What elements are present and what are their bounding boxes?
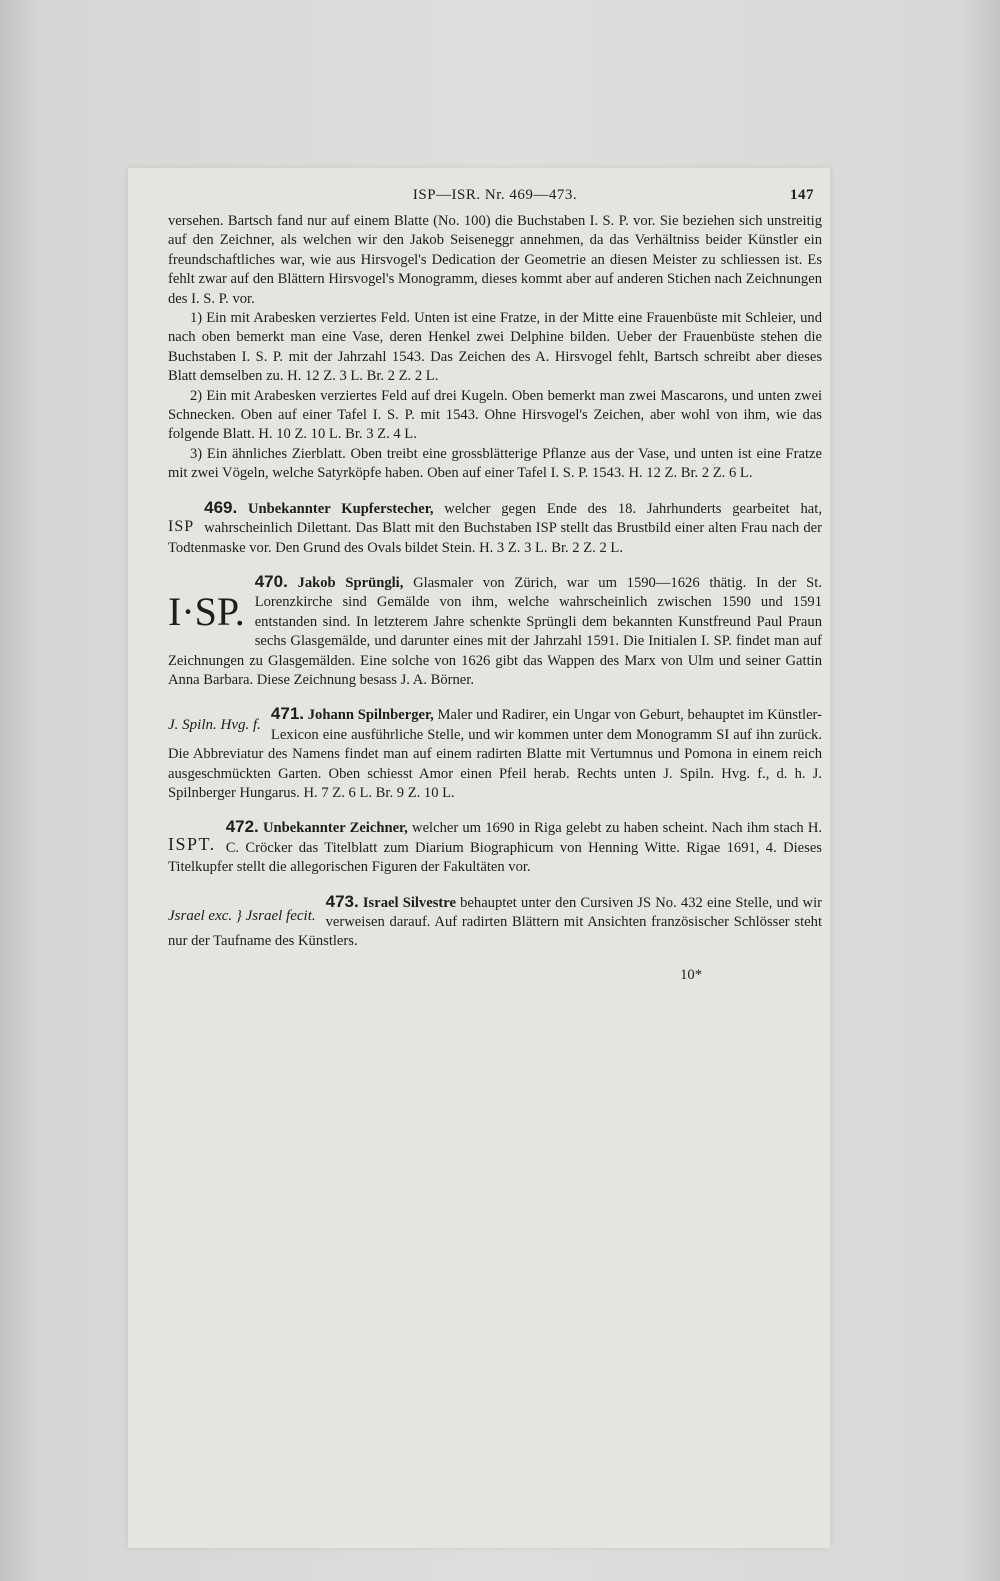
entry-number: 473. (325, 891, 359, 911)
entry-470 (168, 572, 822, 690)
entry-text: behauptet unter den Cursiven JS No. 432 eine Stelle, und wir verweisen darauf. Auf radirten Blättern mit Ansichten französischer Schlösser steht nur der Taufname des Künstlers. (168, 894, 822, 950)
page-text (168, 186, 822, 985)
entry-473 (168, 892, 822, 952)
entry-text: Glasmaler von Zürich, war um 1590—1626 thätig. In der St. Lorenzkirche sind Gemälde von ihm, welche wahrscheinlich zwischen 1590 und 1591 entstanden sind. In letzterem Jahre schenkte Sprüngli dem bekannten Kunstfreund Paul Praun sechs Glasgemälde, und darunter eines mit der Jahrzahl 1591. Die Initialen I. SP. findet man auf Zeichnungen zu Glasgemälden. Eine solche von 1626 gibt das Wappen des Marx von Ulm und seiner Gattin Anna Barbara. Diese Zeichnung besass J. A. Börner. (168, 574, 822, 688)
entry-heading: Johann Spilnberger, (307, 707, 434, 724)
entry-472 (168, 817, 822, 877)
entry-heading: Jakob Sprüngli, (297, 574, 404, 591)
entry-heading: Unbekannter Kupferstecher, (248, 500, 434, 517)
monogram-mark: I·SP. (168, 588, 245, 634)
intro-paragraph-1: versehen. Bartsch fand nur auf einem Blatte (No. 100) die Buchstaben I. S. P. vor. Sie beziehen sich unstreitig auf den Zeichner, als welchen wir den Jakob Seiseneggr annehmen, da das Verhältniss beider Künstler ein freundschaftliches war, wie aus Hirsvogel's Dedication der Geometrie an diesen Meister zu schliessen ist. Es fehlt zwar auf den Blättern Hirsvogel's Monogramm, dieses kommt aber auf anderen Stichen nach Zeichnungen des I. S. P. vor. (168, 213, 822, 307)
intro-paragraph-2: 1) Ein mit Arabesken verziertes Feld. Unten ist eine Fratze, in der Mitte eine Frauenbüste mit Schleier, und nach oben bemerkt man eine Vase, deren Henkel zwei Delphine bilden. Ueber der Frauenbüste stehen die Buchstaben I. S. P. mit der Jahrzahl 1543. Das Zeichen des A. Hirsvogel fehlt, Bartsch schreibt aber dieses Blatt demselben zu. H. 12 Z. 3 L. Br. 2 Z. 2 L. (168, 310, 822, 385)
entry-471 (168, 704, 822, 803)
monogram-mark: Jsrael exc. } Jsrael fecit. (168, 907, 316, 924)
entry-text: welcher gegen Ende des 18. Jahrhunderts gearbeitet hat, wahrscheinlich Dilettant. Das Blatt mit den Buchstaben ISP stellt das Brustbild einer alten Frau nach der Todtenmaske vor. Den Grund des Ovals bildet Stein. H. 3 Z. 3 L. Br. 2 Z. 2 L. (168, 500, 822, 556)
entry-number: 470. (254, 571, 288, 591)
monogram-mark: J. Spiln. Hvg. f. (168, 717, 261, 734)
intro-paragraph-3: 2) Ein mit Arabesken verziertes Feld auf drei Kugeln. Oben bemerkt man zwei Mascarons, und unten zwei Schnecken. Oben auf einer Tafel I. S. P. mit 1543. Ohne Hirsvogel's Zeichen, aber wohl von ihm, wie das folgende Blatt. H. 10 Z. 10 L. Br. 3 Z. 4 L. (168, 387, 822, 443)
running-header (168, 186, 822, 212)
monogram-mark: ISPT. (168, 834, 216, 855)
entry-469 (168, 498, 822, 558)
entry-number: 472. (225, 817, 259, 837)
signature-mark: 10* (680, 966, 702, 983)
entry-text: welcher um 1690 in Riga gelebt zu haben scheint. Nach ihm stach H. C. Cröcker das Titelblatt zum Diarium Biographicum von Henning Witte. Rigae 1691, 4. Dieses Titelkupfer stellt die allegorischen Figuren der Fakultäten vor. (168, 820, 823, 876)
monogram-mark: ISP (168, 517, 195, 535)
intro-paragraph-4: 3) Ein ähnliches Zierblatt. Oben treibt eine grossblätterige Pflanze aus der Vase, und unten ist eine Fratze mit zwei Vögeln, welche Satyrköpfe haben. Oben auf einer Tafel I. S. P. 1543. H. 12 Z. Br. 2 Z. 6 L. (168, 445, 822, 482)
entry-heading: Unbekannter Zeichner, (262, 820, 408, 837)
entry-number: 471. (270, 704, 304, 724)
entry-number: 469. (204, 497, 238, 517)
header-title: ISP—ISR. Nr. 469—473. (412, 187, 578, 203)
page-number: 147 (790, 187, 814, 203)
entry-heading: Israel Silvestre (362, 894, 456, 911)
entry-text: Maler und Radirer, ein Ungar von Geburt, behauptet im Künstler-Lexicon eine ausführliche Stelle, und wir kommen unter dem Monogramm SI auf ihn zurück. Die Abbreviatur des Namens findet man auf einem radirten Blatte mit Vertumnus und Pomona in einem reich ausgeschmückten Garten. Oben schiesst Amor einen Pfeil herab. Rechts unten J. Spiln. Hvg. f., d. h. J. Spilnberger Hungarus. H. 7 Z. 6 L. Br. 9 Z. 10 L. (168, 707, 822, 801)
